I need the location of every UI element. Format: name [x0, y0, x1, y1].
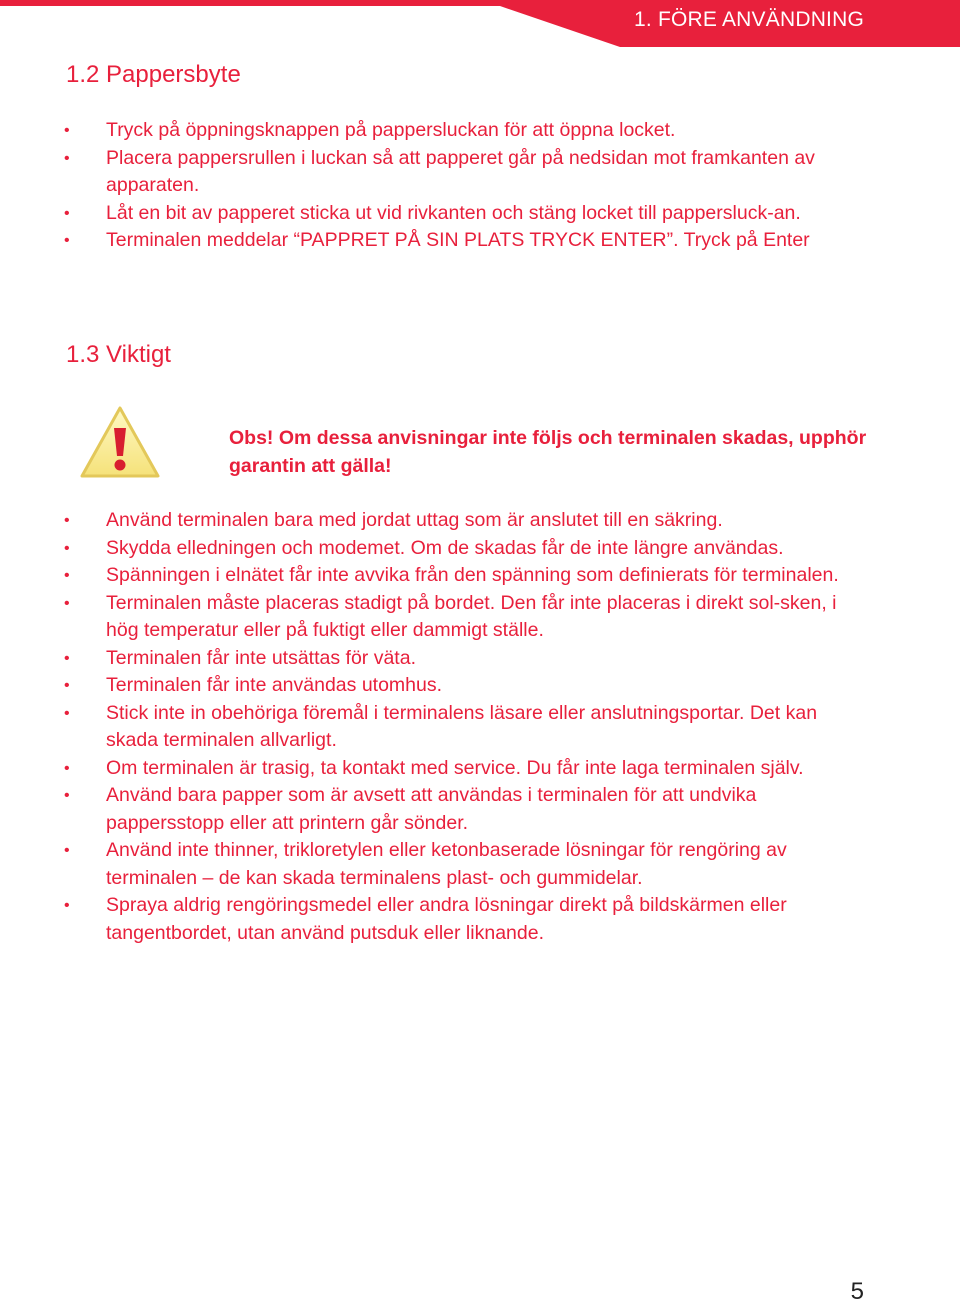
section-label: 1. FÖRE ANVÄNDNING — [634, 8, 864, 31]
bullet-icon: • — [64, 704, 70, 722]
list-item-text: Använd terminalen bara med jordat uttag som är anslutet till en säkring. — [106, 509, 723, 531]
bullet-icon: • — [64, 567, 70, 584]
list-item — [62, 755, 862, 783]
list-item — [62, 227, 862, 255]
list-item — [62, 562, 862, 590]
list-item-text: Terminalen får inte användas utomhus. — [106, 674, 443, 696]
list-item-text: Terminalen måste placeras stadigt på bordet. Den får inte placeras i direkt sol-sken, i hög temperatur eller på fuktigt eller dammigt ställe. — [106, 591, 837, 641]
list-item-text: Terminalen får inte utsättas för väta. — [106, 646, 416, 669]
list-item-text: Stick inte in obehöriga föremål i terminalens läsare eller anslutningsportar. Det kan skada terminalen allvarligt. — [106, 701, 818, 751]
list-item — [62, 145, 862, 200]
pappersbyte-list — [62, 117, 862, 255]
list-item — [62, 700, 862, 755]
page-number: 5 — [850, 1278, 864, 1305]
list-item-text: Terminalen meddelar “PAPPRET PÅ SIN PLATS TRYCK ENTER”. Tryck på Enter — [106, 229, 810, 251]
list-item — [62, 645, 862, 673]
list-item — [62, 117, 862, 145]
bullet-icon: • — [64, 649, 70, 667]
list-item-text: Om terminalen är trasig, ta kontakt med service. Du får inte laga terminalen själv. — [106, 756, 804, 779]
list-item — [62, 837, 862, 892]
bullet-icon: • — [64, 539, 70, 557]
heading-viktigt: 1.3 Viktigt — [66, 341, 171, 368]
heading-pappersbyte: 1.2 Pappersbyte — [66, 61, 241, 88]
bullet-icon: • — [64, 122, 70, 139]
list-item — [62, 892, 862, 947]
bullet-icon: • — [64, 594, 70, 612]
bullet-icon: • — [64, 232, 70, 249]
viktigt-list — [62, 507, 862, 947]
list-item — [62, 782, 862, 837]
list-item-text: Använd inte thinner, trikloretylen eller ketonbaserade lösningar för rengöring av terminalen – de kan skada terminalens plast- och gummidelar. — [106, 839, 787, 889]
list-item-text: Placera pappersrullen i luckan så att papperet går på nedsidan mot framkanten av apparaten. — [106, 146, 815, 196]
list-item-text: Skydda elledningen och modemet. Om de skadas får de inte längre användas. — [106, 536, 784, 559]
bullet-icon: • — [64, 842, 70, 859]
list-item — [62, 672, 862, 700]
list-item-text: Låt en bit av papperet sticka ut vid rivkanten och stäng locket till pappersluck-an. — [106, 201, 801, 224]
list-item-text: Använd bara papper som är avsett att användas i terminalen för att undvika pappersstopp eller att printern går sönder. — [106, 784, 757, 834]
bullet-icon: • — [64, 897, 70, 914]
bullet-icon: • — [64, 759, 70, 777]
warning-triangle-icon — [78, 404, 162, 482]
list-item-text: Spänningen i elnätet får inte avvika från den spänning som definierats för terminalen. — [106, 564, 839, 586]
bullet-icon: • — [64, 677, 70, 694]
bullet-icon: • — [64, 149, 70, 167]
list-item — [62, 507, 862, 535]
list-item-text: Spraya aldrig rengöringsmedel eller andra lösningar direkt på bildskärmen eller tangentbordet, utan använd putsduk eller liknande. — [106, 894, 787, 944]
list-item — [62, 590, 862, 645]
list-item — [62, 535, 862, 563]
list-item-text: Tryck på öppningsknappen på pappersluckan för att öppna locket. — [106, 119, 676, 141]
bullet-icon: • — [64, 512, 70, 529]
bullet-icon: • — [64, 204, 70, 222]
warning-text: Obs! Om dessa anvisningar inte följs och terminalen skadas, upphör garantin att gälla! — [229, 427, 867, 477]
bullet-icon: • — [64, 787, 70, 804]
list-item — [62, 200, 862, 228]
